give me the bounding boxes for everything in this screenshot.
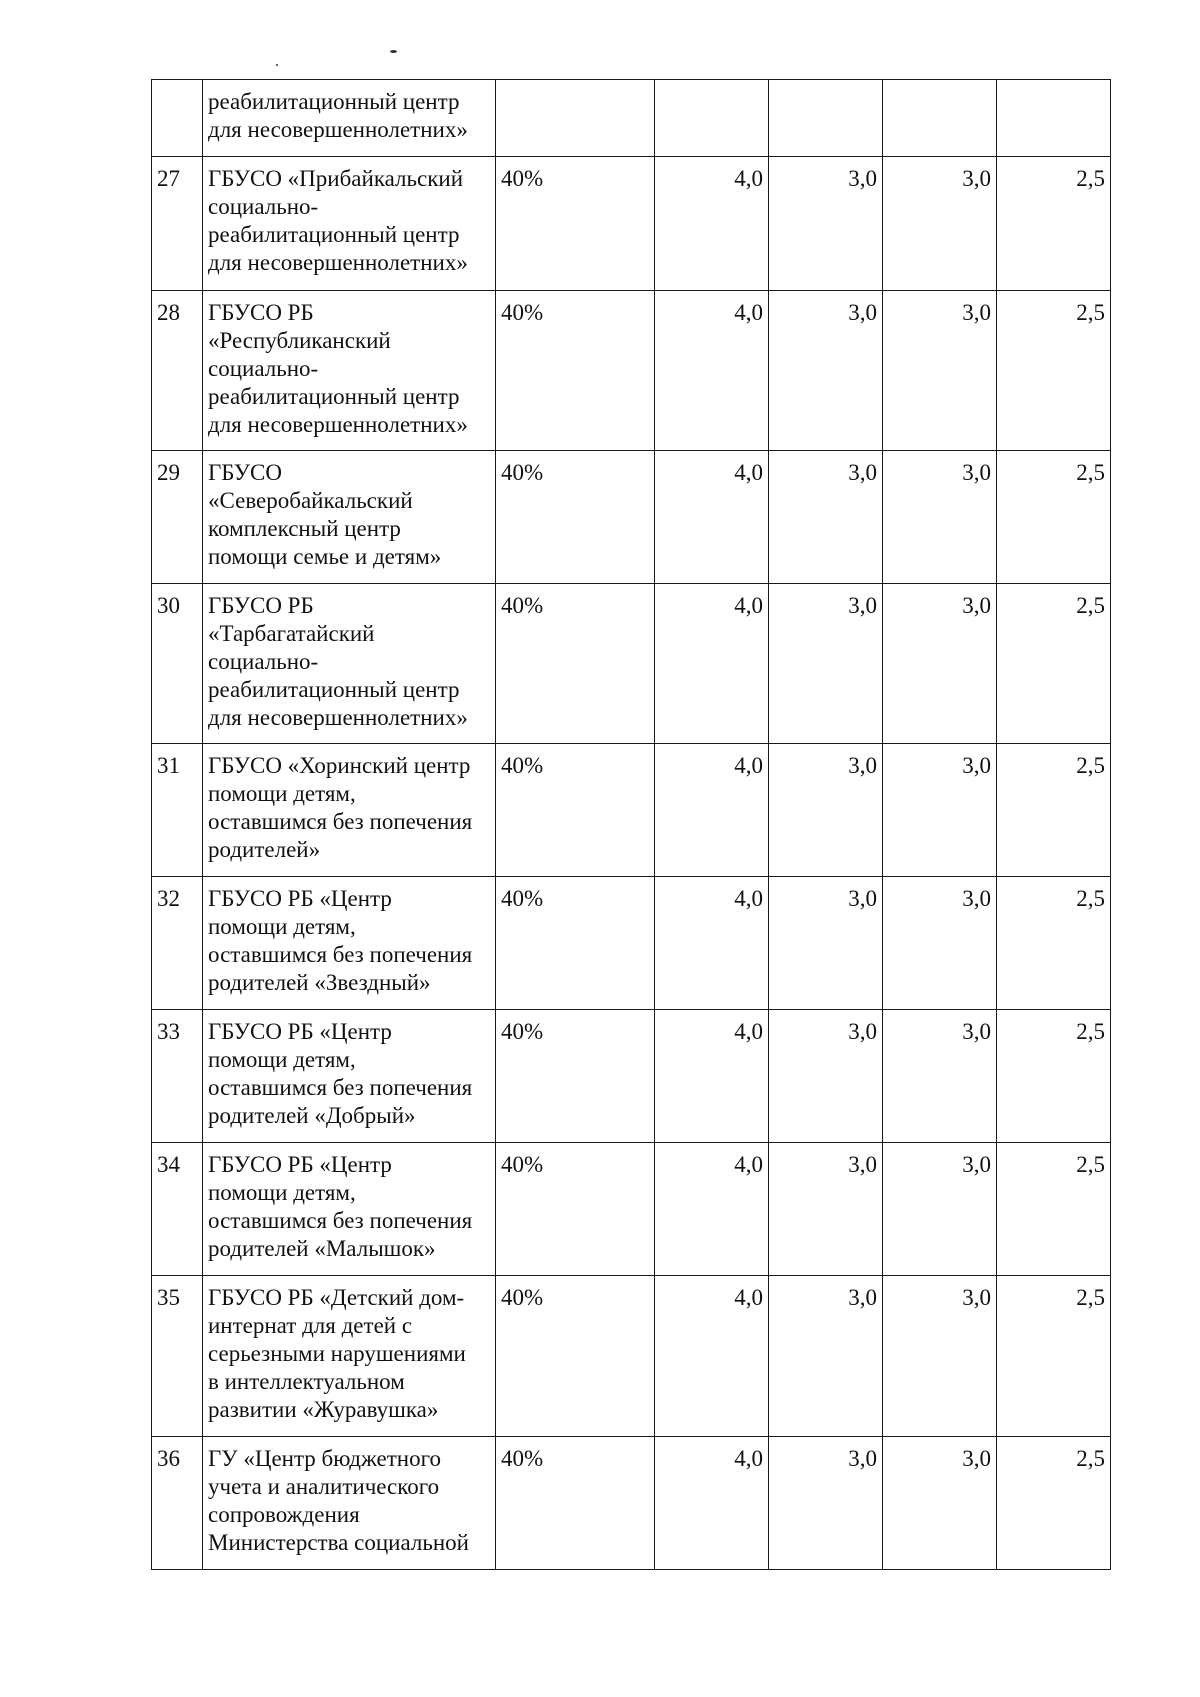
value-cell-3: 3,0 [883,1010,997,1143]
table-row [152,1143,1111,1276]
value-cell-4: 2,5 [997,1276,1111,1437]
institution-name [203,584,496,744]
value-cell-2: 3,0 [769,1437,883,1570]
row-number: 35 [152,1276,203,1437]
value-cell-2: 3,0 [769,1276,883,1437]
value-cell-4: 2,5 [997,1437,1111,1570]
value-cell-2: 3,0 [769,1010,883,1143]
name-line: учета и аналитического [208,1474,440,1499]
name-line: социально- [208,649,319,674]
institution-name [203,1143,496,1276]
value-cell-1: 4,0 [655,584,769,744]
value-cell-4: 2,5 [997,1010,1111,1143]
percent-cell: 40% [496,291,655,451]
name-line: ГБУСО РБ «Центр [208,1019,392,1044]
name-line: ГБУСО «Хоринский центр [208,753,471,778]
table-row [152,1437,1111,1570]
value-cell-2: 3,0 [769,877,883,1010]
scan-speck [390,50,397,53]
value-cell-3: 3,0 [883,1437,997,1570]
value-cell-2: 3,0 [769,451,883,584]
value-cell-1: 4,0 [655,1276,769,1437]
value-cell-4: 2,5 [997,744,1111,877]
value-cell-4: 2,5 [997,451,1111,584]
name-line: оставшимся без попечения [208,1208,473,1233]
value-cell-2: 3,0 [769,744,883,877]
table-row [152,157,1111,291]
value-cell-2: 3,0 [769,1143,883,1276]
row-number: 33 [152,1010,203,1143]
name-line: развитии «Журавушка» [208,1397,439,1422]
name-line: серьезными нарушениями [208,1341,466,1366]
percent-cell: 40% [496,157,655,291]
value-cell-3: 3,0 [883,1143,997,1276]
value-cell-3: 3,0 [883,157,997,291]
table-row [152,1010,1111,1143]
value-cell-1: 4,0 [655,291,769,451]
institution-name [203,744,496,877]
name-line: для несовершеннолетних» [208,412,468,437]
value-cell-4: 2,5 [997,291,1111,451]
percent-cell: 40% [496,1276,655,1437]
name-line: оставшимся без попечения [208,942,473,967]
value-cell-2 [769,80,883,157]
name-line: помощи детям, [208,781,356,806]
name-line: ГБУСО РБ «Центр [208,886,392,911]
name-line: оставшимся без попечения [208,1075,473,1100]
table-row [152,291,1111,451]
value-cell-1 [655,80,769,157]
value-cell-4 [997,80,1111,157]
row-number: 34 [152,1143,203,1276]
name-line: социально- [208,194,319,219]
value-cell-3: 3,0 [883,744,997,877]
percent-cell: 40% [496,744,655,877]
name-line: сопровождения [208,1502,360,1527]
table-row [152,877,1111,1010]
name-line: ГБУСО «Прибайкальский [208,166,464,191]
name-line: помощи детям, [208,914,356,939]
name-line: помощи детям, [208,1180,356,1205]
table-row [152,451,1111,584]
name-line: родителей «Звездный» [208,970,431,995]
table-body [152,80,1111,1570]
row-number: 32 [152,877,203,1010]
scan-speck [276,64,278,66]
percent-cell: 40% [496,584,655,744]
percent-cell: 40% [496,1437,655,1570]
table-row [152,744,1111,877]
table-row [152,80,1111,157]
value-cell-1: 4,0 [655,877,769,1010]
name-line: помощи детям, [208,1047,356,1072]
institution-name [203,80,496,157]
name-line: ГБУСО [208,460,282,485]
name-line: ГУ «Центр бюджетного [208,1446,441,1471]
value-cell-4: 2,5 [997,877,1111,1010]
name-line: в интеллектуальном [208,1369,405,1394]
name-line: реабилитационный центр [208,222,460,247]
row-number: 30 [152,584,203,744]
row-number: 28 [152,291,203,451]
row-number: 27 [152,157,203,291]
value-cell-2: 3,0 [769,157,883,291]
name-line: для несовершеннолетних» [208,250,468,275]
institution-name [203,451,496,584]
name-line: интернат для детей с [208,1313,413,1338]
institution-name [203,1437,496,1570]
institution-name [203,1276,496,1437]
value-cell-1: 4,0 [655,1437,769,1570]
percent-cell: 40% [496,451,655,584]
value-cell-1: 4,0 [655,1143,769,1276]
table-row [152,584,1111,744]
name-line: ГБУСО РБ «Центр [208,1152,392,1177]
value-cell-3: 3,0 [883,584,997,744]
value-cell-3: 3,0 [883,291,997,451]
value-cell-4: 2,5 [997,157,1111,291]
value-cell-2: 3,0 [769,291,883,451]
name-line: родителей» [208,837,321,862]
percent-cell: 40% [496,877,655,1010]
name-line: «Тарбагатайский [208,621,375,646]
row-number [152,80,203,157]
value-cell-3 [883,80,997,157]
name-line: «Республиканский [208,328,391,353]
name-line: реабилитационный центр [208,384,460,409]
name-line: ГБУСО РБ [208,593,314,618]
percent-cell [496,80,655,157]
name-line: комплексный центр [208,516,401,541]
value-cell-3: 3,0 [883,1276,997,1437]
value-cell-1: 4,0 [655,157,769,291]
row-number: 31 [152,744,203,877]
value-cell-3: 3,0 [883,877,997,1010]
institution-name [203,157,496,291]
table-row [152,1276,1111,1437]
institutions-table [151,79,1111,1570]
institution-name [203,877,496,1010]
name-line: родителей «Малышок» [208,1236,436,1261]
name-line: для несовершеннолетних» [208,705,468,730]
name-line: Министерства социальной [208,1530,469,1555]
row-number: 36 [152,1437,203,1570]
name-line: ГБУСО РБ [208,300,314,325]
name-line: реабилитационный центр [208,677,460,702]
value-cell-1: 4,0 [655,451,769,584]
name-line: реабилитационный центр [208,89,460,114]
value-cell-4: 2,5 [997,584,1111,744]
value-cell-1: 4,0 [655,1010,769,1143]
value-cell-1: 4,0 [655,744,769,877]
name-line: оставшимся без попечения [208,809,473,834]
name-line: для несовершеннолетних» [208,117,468,142]
name-line: «Северобайкальский [208,488,413,513]
name-line: помощи семье и детям» [208,544,442,569]
institution-name [203,291,496,451]
percent-cell: 40% [496,1143,655,1276]
value-cell-2: 3,0 [769,584,883,744]
name-line: родителей «Добрый» [208,1103,416,1128]
institution-name [203,1010,496,1143]
percent-cell: 40% [496,1010,655,1143]
name-line: социально- [208,356,319,381]
value-cell-4: 2,5 [997,1143,1111,1276]
row-number: 29 [152,451,203,584]
name-line: ГБУСО РБ «Детский дом- [208,1285,465,1310]
value-cell-3: 3,0 [883,451,997,584]
